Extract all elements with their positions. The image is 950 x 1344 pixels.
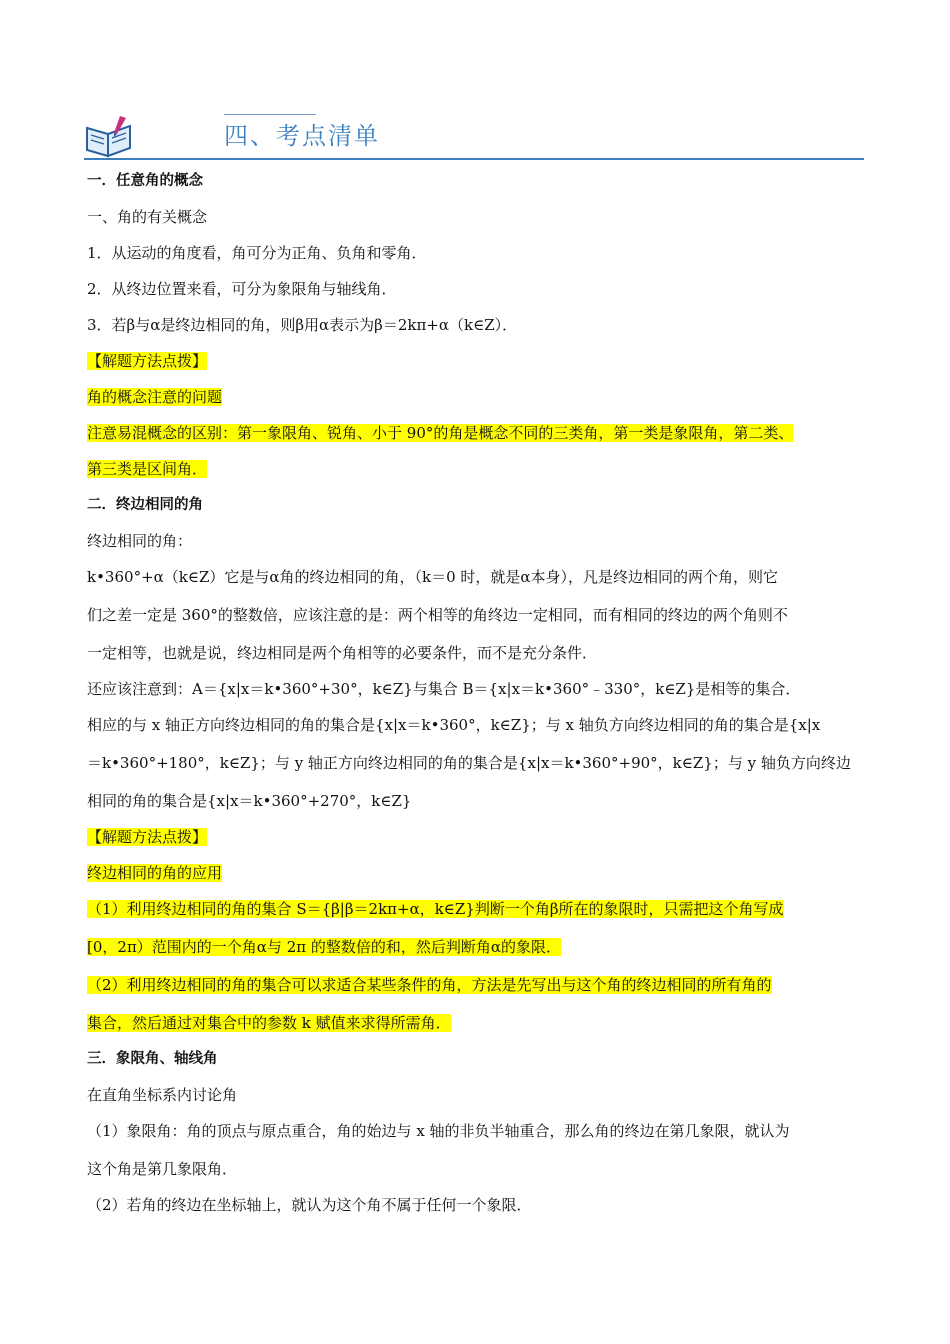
section-2-para-3-line-2: ＝k•360°+180°，k∈Z}；与 y 轴正方向终边相同的角的集合是{x|x＝k•360°+90°，k∈Z}；与 y 轴负方向终边: [87, 754, 851, 772]
section-2-tip-title: 终边相同的角的应用: [87, 864, 223, 882]
section-2-para-2: 还应该注意到：A＝{x|x＝k•360°+30°，k∈Z}与集合 B＝{x|x＝k•360°﹣330°，k∈Z}是相等的集合．: [87, 680, 801, 698]
section-2-tip-2-line-2: 集合，然后通过对集合中的参数 k 赋值来求得所需角．: [87, 1014, 451, 1032]
section-2-tip-label: 【解题方法点拨】: [87, 828, 208, 846]
section-1-point-3: 3．若β与α是终边相同的角，则β用α表示为β＝2kπ+α（k∈Z）．: [87, 316, 518, 334]
section-3-point-1-line-2: 这个角是第几象限角．: [87, 1160, 238, 1178]
section-2-para-3-line-1: 相应的与 x 轴正方向终边相同的角的集合是{x|x＝k•360°，k∈Z}；与 x 轴负方向终边相同的角的集合是{x|x: [87, 716, 821, 734]
section-2-tip-1-line-1: （1）利用终边相同的角的集合 S＝{β|β＝2kπ+α，k∈Z}判断一个角β所在的象限时，只需把这个角写成: [87, 900, 784, 918]
section-2-para-1-line-1: k•360°+α（k∈Z）它是与α角的终边相同的角，（k＝0 时，就是α本身），凡是终边相同的两个角，则它: [87, 568, 779, 586]
section-2-para-1-line-2: 们之差一定是 360°的整数倍，应该注意的是：两个相等的角终边一定相同，而有相同的终边的两个角则不: [87, 606, 788, 624]
open-book-icon: [84, 114, 134, 158]
section-1-tip-title: 角的概念注意的问题: [87, 388, 223, 406]
section-1-subheading: 一、角的有关概念: [87, 208, 208, 226]
section-1-tip-text-1: 注意易混概念的区别：第一象限角、锐角、小于 90°的角是概念不同的三类角，第一类是象限角，第二类、: [87, 424, 794, 442]
section-1-tip-label: 【解题方法点拨】: [87, 352, 208, 370]
section-2-para-3-line-3: 相同的角的集合是{x|x＝k•360°+270°，k∈Z}: [87, 792, 412, 810]
section-header: [84, 110, 864, 162]
header-title: 四、考点清单: [224, 122, 380, 150]
section-3-subheading: 在直角坐标系内讨论角: [87, 1086, 238, 1104]
document-body: [87, 166, 880, 1226]
section-1-point-2: 2．从终边位置来看，可分为象限角与轴线角．: [87, 280, 397, 298]
section-3-point-2: （2）若角的终边在坐标轴上，就认为这个角不属于任何一个象限．: [87, 1196, 532, 1214]
section-3-heading: 三．象限角、轴线角: [87, 1051, 218, 1067]
header-rule: [84, 158, 864, 160]
section-1-tip-text-2: 第三类是区间角．: [87, 460, 208, 478]
section-1-heading: 一．任意角的概念: [87, 173, 203, 189]
section-2-heading: 二．终边相同的角: [87, 497, 203, 513]
header-overline: [224, 114, 316, 115]
section-3-point-1-line-1: （1）象限角：角的顶点与原点重合，角的始边与 x 轴的非负半轴重合，那么角的终边在第几象限，就认为: [87, 1122, 790, 1140]
section-2-para-1-line-3: 一定相等，也就是说，终边相同是两个角相等的必要条件，而不是充分条件．: [87, 644, 598, 662]
section-2-subheading: 终边相同的角：: [87, 532, 193, 550]
section-1-point-1: 1．从运动的角度看，角可分为正角、负角和零角．: [87, 244, 427, 262]
section-2-tip-2-line-1: （2）利用终边相同的角的集合可以求适合某些条件的角，方法是先写出与这个角的终边相同的所有角的: [87, 976, 772, 994]
section-2-tip-1-line-2: [0，2π）范围内的一个角α与 2π 的整数倍的和，然后判断角α的象限．: [87, 938, 561, 956]
